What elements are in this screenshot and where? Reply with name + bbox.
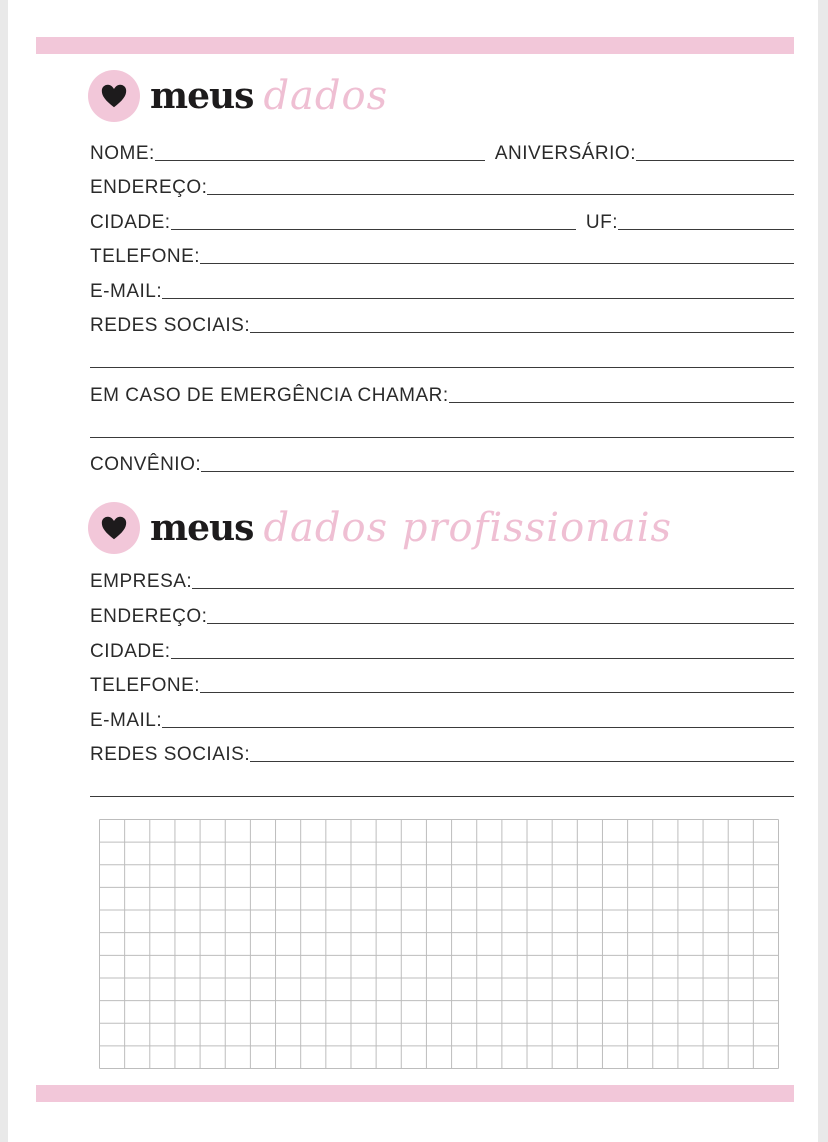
prof-cidade-input-line[interactable] [171, 658, 794, 659]
emergencia-label: EM CASO DE EMERGÊNCIA CHAMAR: [90, 385, 449, 406]
redes-input-line[interactable] [250, 332, 794, 333]
field-prof-endereco [90, 605, 794, 627]
nome-label: NOME: [90, 143, 155, 164]
bottom-pink-band [36, 1085, 794, 1102]
nome-input-line[interactable] [155, 160, 485, 161]
prof-redes-label: REDES SOCIAIS: [90, 744, 251, 765]
telefone-input-line[interactable] [200, 263, 794, 264]
emergencia-input-line[interactable] [449, 402, 794, 403]
prof-email-label: E-MAIL: [90, 710, 163, 731]
prof-telefone-input-line[interactable] [200, 692, 794, 693]
uf-input-line[interactable] [618, 229, 794, 230]
endereco-label: ENDEREÇO: [90, 177, 208, 198]
prof-email-input-line[interactable] [162, 727, 794, 728]
heading-bold-text: meus [150, 75, 254, 117]
field-redes-sociais [90, 314, 794, 336]
personal-heading [88, 66, 388, 126]
prof-endereco-label: ENDEREÇO: [90, 606, 208, 627]
heading-script-text: dados profissionais [263, 505, 673, 551]
telefone-label: TELEFONE: [90, 246, 201, 267]
endereco-input-line[interactable] [207, 194, 794, 195]
top-pink-band [36, 37, 794, 54]
field-prof-cidade [90, 640, 794, 662]
prof-redes-extra-line[interactable] [90, 796, 794, 797]
field-nome [90, 142, 794, 164]
uf-label: UF: [585, 212, 618, 233]
notes-grid-lines [99, 819, 779, 1069]
field-prof-email [90, 709, 794, 731]
heading-script-text: dados [263, 73, 389, 119]
heading-bold-text: meus [150, 507, 254, 549]
field-emergencia [90, 384, 794, 406]
prof-telefone-label: TELEFONE: [90, 675, 201, 696]
empresa-label: EMPRESA: [90, 571, 193, 592]
redes-label: REDES SOCIAIS: [90, 315, 251, 336]
email-label: E-MAIL: [90, 281, 163, 302]
aniversario-label: ANIVERSÁRIO: [494, 143, 636, 164]
heart-icon [99, 81, 129, 111]
aniversario-input-line[interactable] [636, 160, 794, 161]
emergencia-extra-line[interactable] [90, 437, 794, 438]
heart-badge [88, 502, 140, 554]
redes-extra-line[interactable] [90, 367, 794, 368]
field-prof-redes [90, 743, 794, 765]
field-email [90, 280, 794, 302]
professional-heading [88, 498, 672, 558]
prof-redes-input-line[interactable] [250, 761, 794, 762]
field-telefone [90, 245, 794, 267]
field-endereco [90, 176, 794, 198]
cidade-input-line[interactable] [171, 229, 576, 230]
empresa-input-line[interactable] [192, 588, 794, 589]
field-prof-telefone [90, 674, 794, 696]
heart-icon [99, 513, 129, 543]
field-empresa [90, 570, 794, 592]
prof-cidade-label: CIDADE: [90, 641, 171, 662]
prof-endereco-input-line[interactable] [207, 623, 794, 624]
cidade-label: CIDADE: [90, 212, 171, 233]
field-cidade [90, 211, 794, 233]
convenio-label: CONVÊNIO: [90, 454, 202, 475]
notes-grid[interactable] [99, 819, 779, 1069]
email-input-line[interactable] [162, 298, 794, 299]
field-convenio [90, 453, 794, 475]
heart-badge [88, 70, 140, 122]
convenio-input-line[interactable] [201, 471, 794, 472]
